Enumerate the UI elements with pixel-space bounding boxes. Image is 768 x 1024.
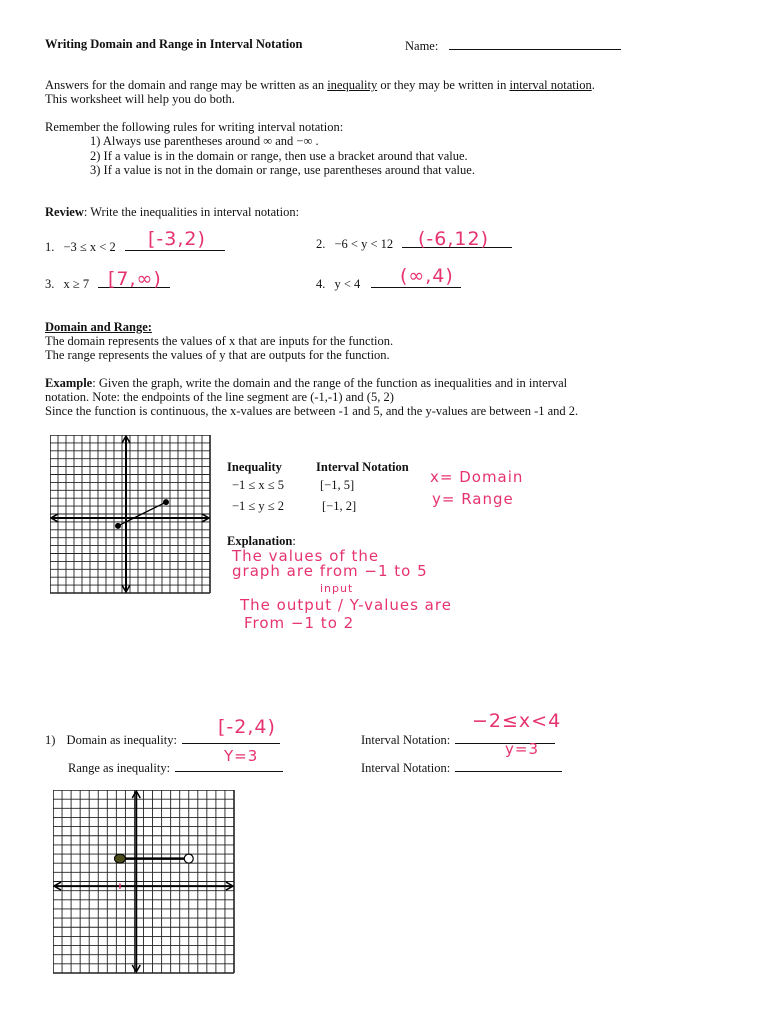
handwritten-note: x= Domain (430, 468, 524, 486)
handwritten-explanation: From −1 to 2 (244, 614, 355, 632)
example-range-interval: [−1, 2] (322, 499, 357, 513)
handwritten-answer: −2≤x<4 (472, 710, 562, 732)
example-domain-inequality: −1 ≤ x ≤ 5 (232, 478, 285, 492)
example-line-3: Since the function is continuous, the x-values are between -1 and 5, and the y-values are between -1 and 2. (45, 404, 579, 418)
handwritten-answer: (-6,12) (418, 228, 489, 250)
example-label: Example (45, 376, 93, 390)
handwritten-answer: y=3 (505, 740, 539, 758)
endpoint-closed (163, 499, 169, 505)
handwritten-note: y= Range (432, 490, 514, 508)
rule-item: 1) Always use parentheses around ∞ and −∞ . (90, 134, 319, 148)
intro-line-1: Answers for the domain and range may be written as an inequality or they may be written in interval notation. (45, 78, 595, 92)
handwritten-answer: [-3,2) (148, 228, 206, 250)
problem-1-domain-interval: Interval Notation: (361, 731, 555, 748)
problem-number: 1) (45, 733, 56, 747)
worksheet-title: Writing Domain and Range in Interval Notation (45, 37, 303, 51)
handwritten-answer: (∞,4) (400, 265, 454, 287)
rule-item: 2) If a value is in the domain or range, then use a bracket around that value. (90, 149, 468, 163)
problem-1-range: Range as inequality: (68, 759, 283, 776)
example-domain-interval: [−1, 5] (320, 478, 355, 492)
endpoint-open (184, 854, 193, 863)
endpoint-closed (115, 523, 121, 529)
explanation-heading: Explanation: (227, 534, 296, 548)
problem-1-domain: 1) Domain as inequality: (45, 731, 280, 748)
endpoint-closed (114, 854, 125, 863)
handwritten-explanation: graph are from −1 to 5 (232, 562, 428, 580)
handwritten-explanation: The values of the (232, 547, 380, 565)
handwritten-answer: Y=3 (224, 747, 259, 765)
review-problem-1: 1. −3 ≤ x < 2 (45, 238, 225, 255)
problem-1-range-interval: Interval Notation: (361, 759, 562, 776)
interval-blank[interactable] (455, 759, 562, 772)
review-problem-3: 3. x ≥ 7 (45, 275, 170, 292)
review-problem-4: 4. y < 4 (316, 275, 461, 292)
handwritten-answer: [-2,4) (218, 716, 276, 738)
example-graph (50, 435, 212, 595)
name-blank[interactable] (449, 37, 621, 50)
rule-item: 3) If a value is not in the domain or range, use parentheses around that value. (90, 163, 475, 177)
handwritten-answer: [7,∞) (108, 268, 162, 290)
example-range-inequality: −1 ≤ y ≤ 2 (232, 499, 285, 513)
term-interval-notation: interval notation (509, 78, 592, 92)
example-line-1: Example: Given the graph, write the domain and the range of the function as inequalities and in interval (45, 376, 568, 390)
term-inequality: inequality (327, 78, 378, 92)
col-interval-notation: Interval Notation (316, 460, 409, 474)
review-problem-2: 2. −6 < y < 12 (316, 235, 512, 252)
review-label: Review (45, 205, 84, 219)
domain-definition: The domain represents the values of x that are inputs for the function. (45, 334, 394, 348)
handwritten-explanation: The output / Y-values are (240, 596, 452, 614)
name-field[interactable] (405, 37, 621, 54)
problem-1-graph (53, 790, 236, 975)
review-instruction: Review: Write the inequalities in interval notation: (45, 205, 300, 219)
intro-line-2: This worksheet will help you do both. (45, 92, 235, 106)
rules-heading: Remember the following rules for writing interval notation: (45, 120, 344, 134)
handwritten-explanation: input (320, 582, 354, 595)
name-label: Name: (405, 39, 439, 53)
range-blank[interactable] (175, 759, 283, 772)
example-line-2: notation. Note: the endpoints of the line segment are (-1,-1) and (5, 2) (45, 390, 394, 404)
domain-range-heading: Domain and Range: (45, 320, 152, 334)
col-inequality: Inequality (227, 460, 282, 474)
range-definition: The range represents the values of y that are outputs for the function. (45, 348, 390, 362)
